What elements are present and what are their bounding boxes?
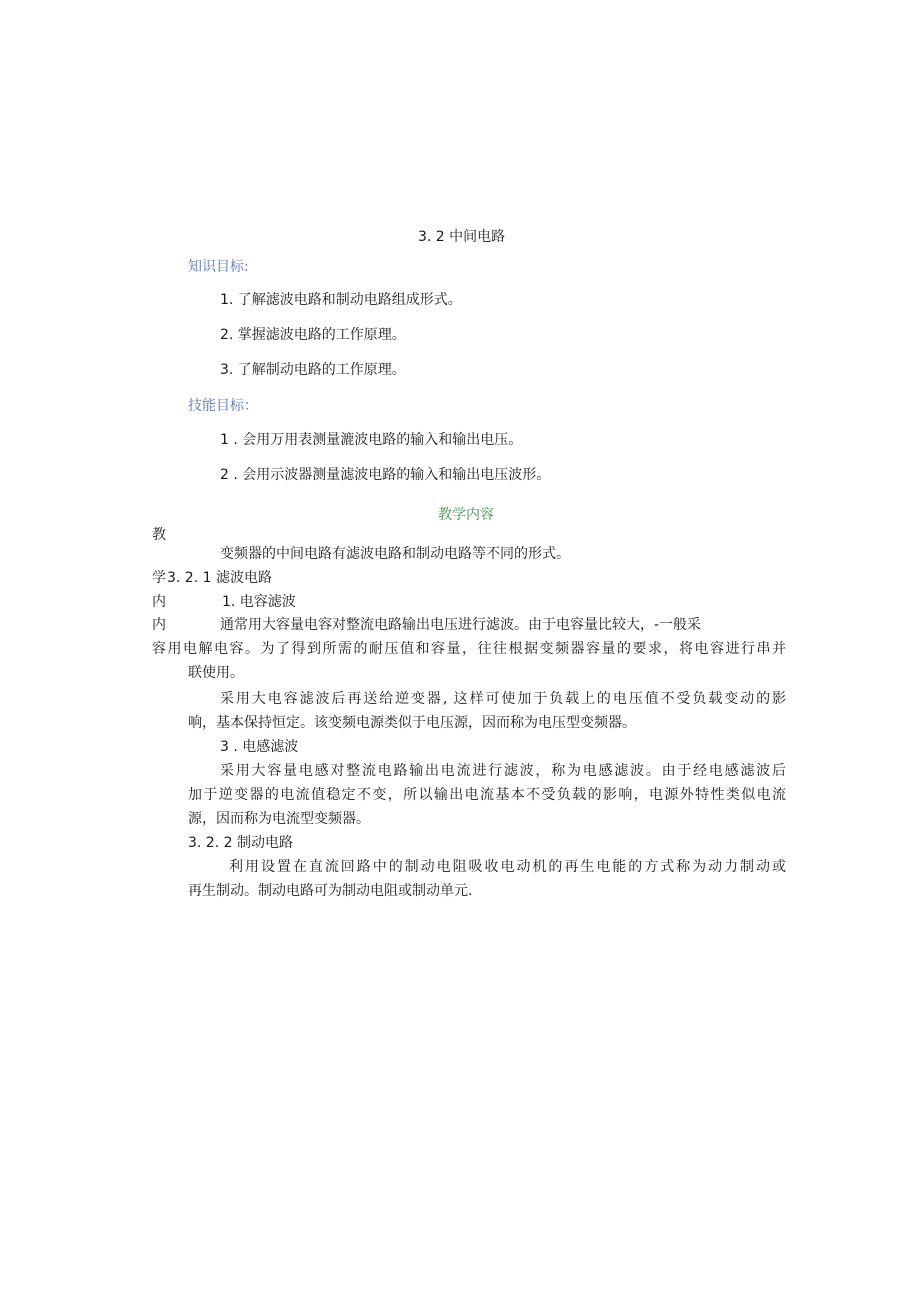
paragraph-line: 采用大容量电感对整流电路输出电流进行滤波，称为电感滤波。由于经电感滤波后	[220, 763, 786, 779]
knowledge-goals-heading: 知识目标:	[188, 259, 249, 275]
item-heading: 3 . 电感滤波	[220, 739, 299, 755]
section-title: 3. 2 中间电路	[418, 229, 506, 245]
intro-paragraph: 变频器的中间电路有滤波电路和制动电路等不同的形式。	[220, 546, 570, 562]
side-label: 教	[152, 527, 166, 543]
paragraph-line: 联使用。	[188, 665, 244, 681]
paragraph-line: 采用大电容滤波后再送给逆变器, 这样可使加于负载上的电压值不受负载变动的影	[220, 691, 786, 707]
subsection-heading: 3. 2. 2 制动电路	[188, 835, 293, 851]
skill-goal-item: 2 . 会用示波器测量滤波电路的输入和输出电压波形。	[220, 467, 551, 483]
side-label: 学	[152, 570, 166, 586]
paragraph-line: 利用设置在直流回路中的制动电阻吸收电动机的再生电能的方式称为动力制动或	[229, 859, 786, 875]
side-label: 内	[152, 594, 166, 610]
paragraph-line: 响，基本保持恒定。该变频电源类似于电压源，因而称为电压型变频器。	[188, 715, 636, 731]
paragraph-line: 源，因而称为电流型变频器。	[188, 811, 370, 827]
teaching-content-title: 教学内容	[438, 507, 494, 523]
paragraph-line: 再生制动。制动电路可为制动电阻或制动单元.	[188, 883, 473, 899]
item-heading: 1. 电容滤波	[222, 594, 296, 610]
skill-goals-heading: 技能目标：	[188, 398, 258, 414]
side-label: 内	[152, 617, 166, 633]
subsection-heading: 3. 2. 1 滤波电路	[167, 570, 272, 586]
paragraph-line: 加于逆变器的电流值稳定不变，所以输出电流基本不受负载的影响，电源外特性类似电流	[188, 787, 786, 803]
knowledge-goal-item: 2. 掌握滤波电路的工作原理。	[220, 327, 406, 343]
knowledge-goal-item: 3. 了解制动电路的工作原理。	[220, 362, 406, 378]
knowledge-goal-item: 1. 了解滤波电路和制动电路组成形式。	[220, 292, 462, 308]
skill-goal-item: 1 . 会用万用表测量漉波电路的输入和输出电压。	[220, 432, 523, 448]
paragraph-line: 容用电解电容。为了得到所需的耐压值和容量，往往根据变频器容量的要求，将电容进行串并	[152, 641, 786, 657]
paragraph-line: 通常用大容量电容对整流电路输出电压进行滤波。由于电容量比较大，-一般采	[220, 617, 702, 633]
